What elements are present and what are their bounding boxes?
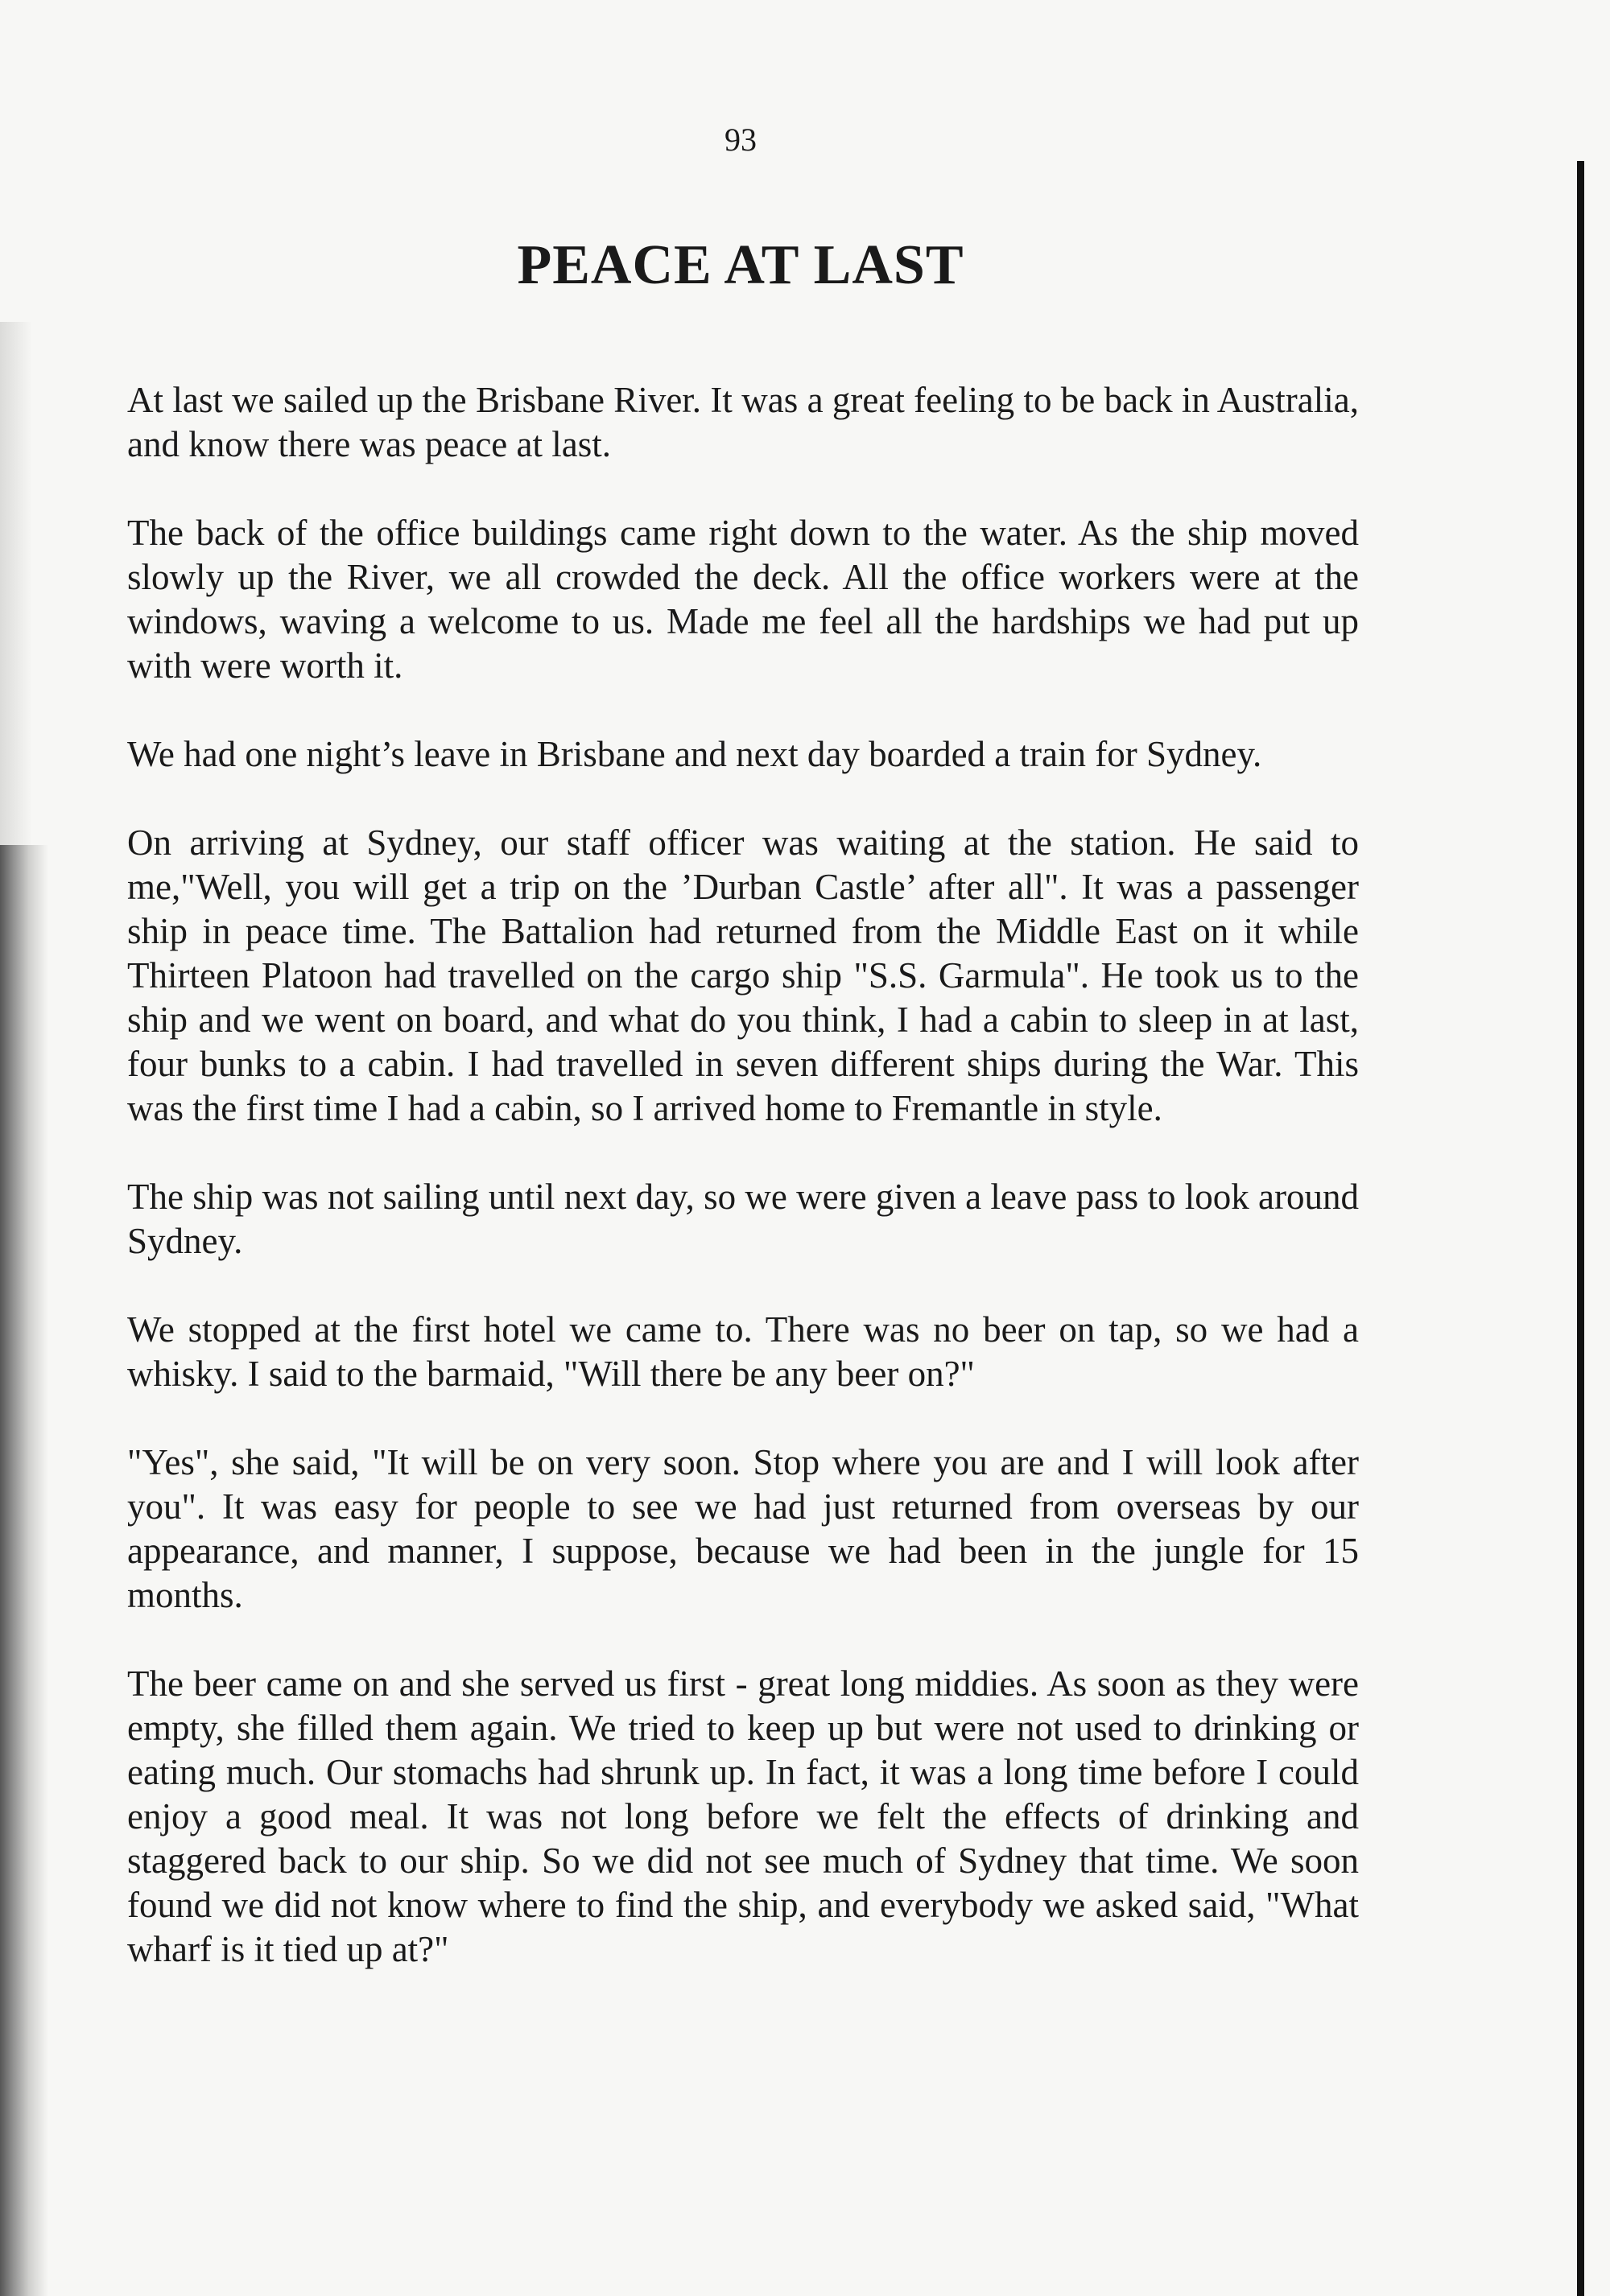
paragraph: We stopped at the first hotel we came to. There was no beer on tap, so we had a whisky. I said to the barmaid, "Will there be any beer on?" bbox=[127, 1309, 1359, 1394]
paragraph: The ship was not sailing until next day, so we were given a leave pass to look around Sydney. bbox=[127, 1177, 1359, 1261]
scan-edge-right bbox=[1577, 161, 1584, 2296]
paragraph: The back of the office buildings came right down to the water. As the ship moved slowly up the River, we all crowded the deck. All the office workers were at the windows, waving a welcome to us. Made me feel all the hardships we had put up with were worth it. bbox=[127, 513, 1359, 686]
paragraph: At last we sailed up the Brisbane River. It was a great feeling to be back in Australia, and know there was peace at last. bbox=[127, 380, 1359, 464]
paragraph: The beer came on and she served us first - great long middies. As soon as they were empty, she filled them again. We tried to keep up but were not used to drinking or eating much. Our stomachs had shrunk up. In fact, it was a long time before I could enjoy a good meal. It was not long before we felt the effects of drinking and staggered back to our ship. So we did not see much of Sydney that time. We soon found we did not know where to find the ship, and everybody we asked said, "What wharf is it tied up at?" bbox=[127, 1663, 1359, 1969]
paragraph: "Yes", she said, "It will be on very soon. Stop where you are and I will look after you". It was easy for people to see we had just returned from overseas by our appearance, and manner, I suppose, because we had been in the jungle for 15 months. bbox=[127, 1442, 1359, 1615]
chapter-title: PEACE AT LAST bbox=[517, 234, 964, 296]
paragraph: On arriving at Sydney, our staff officer was waiting at the station. He said to me,"Well, you will get a trip on the ’Durban Castle’ after all". It was a passenger ship in peace time. The Battalion had returned from the Middle East on it while Thirteen Platoon had travelled on the cargo ship "S.S. Garmula". He took us to the ship and we went on board, and what do you think, I had a cabin to sleep in at last, four bunks to a cabin. I had travelled in seven different ships during the War. This was the first time I had a cabin, so I arrived home to Fremantle in style. bbox=[127, 822, 1359, 1128]
scan-shadow-left bbox=[0, 845, 48, 2296]
scan-shadow-left-upper bbox=[0, 322, 32, 845]
paragraph: We had one night’s leave in Brisbane and next day boarded a train for Sydney. bbox=[127, 734, 1262, 774]
page-number: 93 bbox=[724, 122, 757, 158]
body-text bbox=[127, 378, 1359, 2016]
